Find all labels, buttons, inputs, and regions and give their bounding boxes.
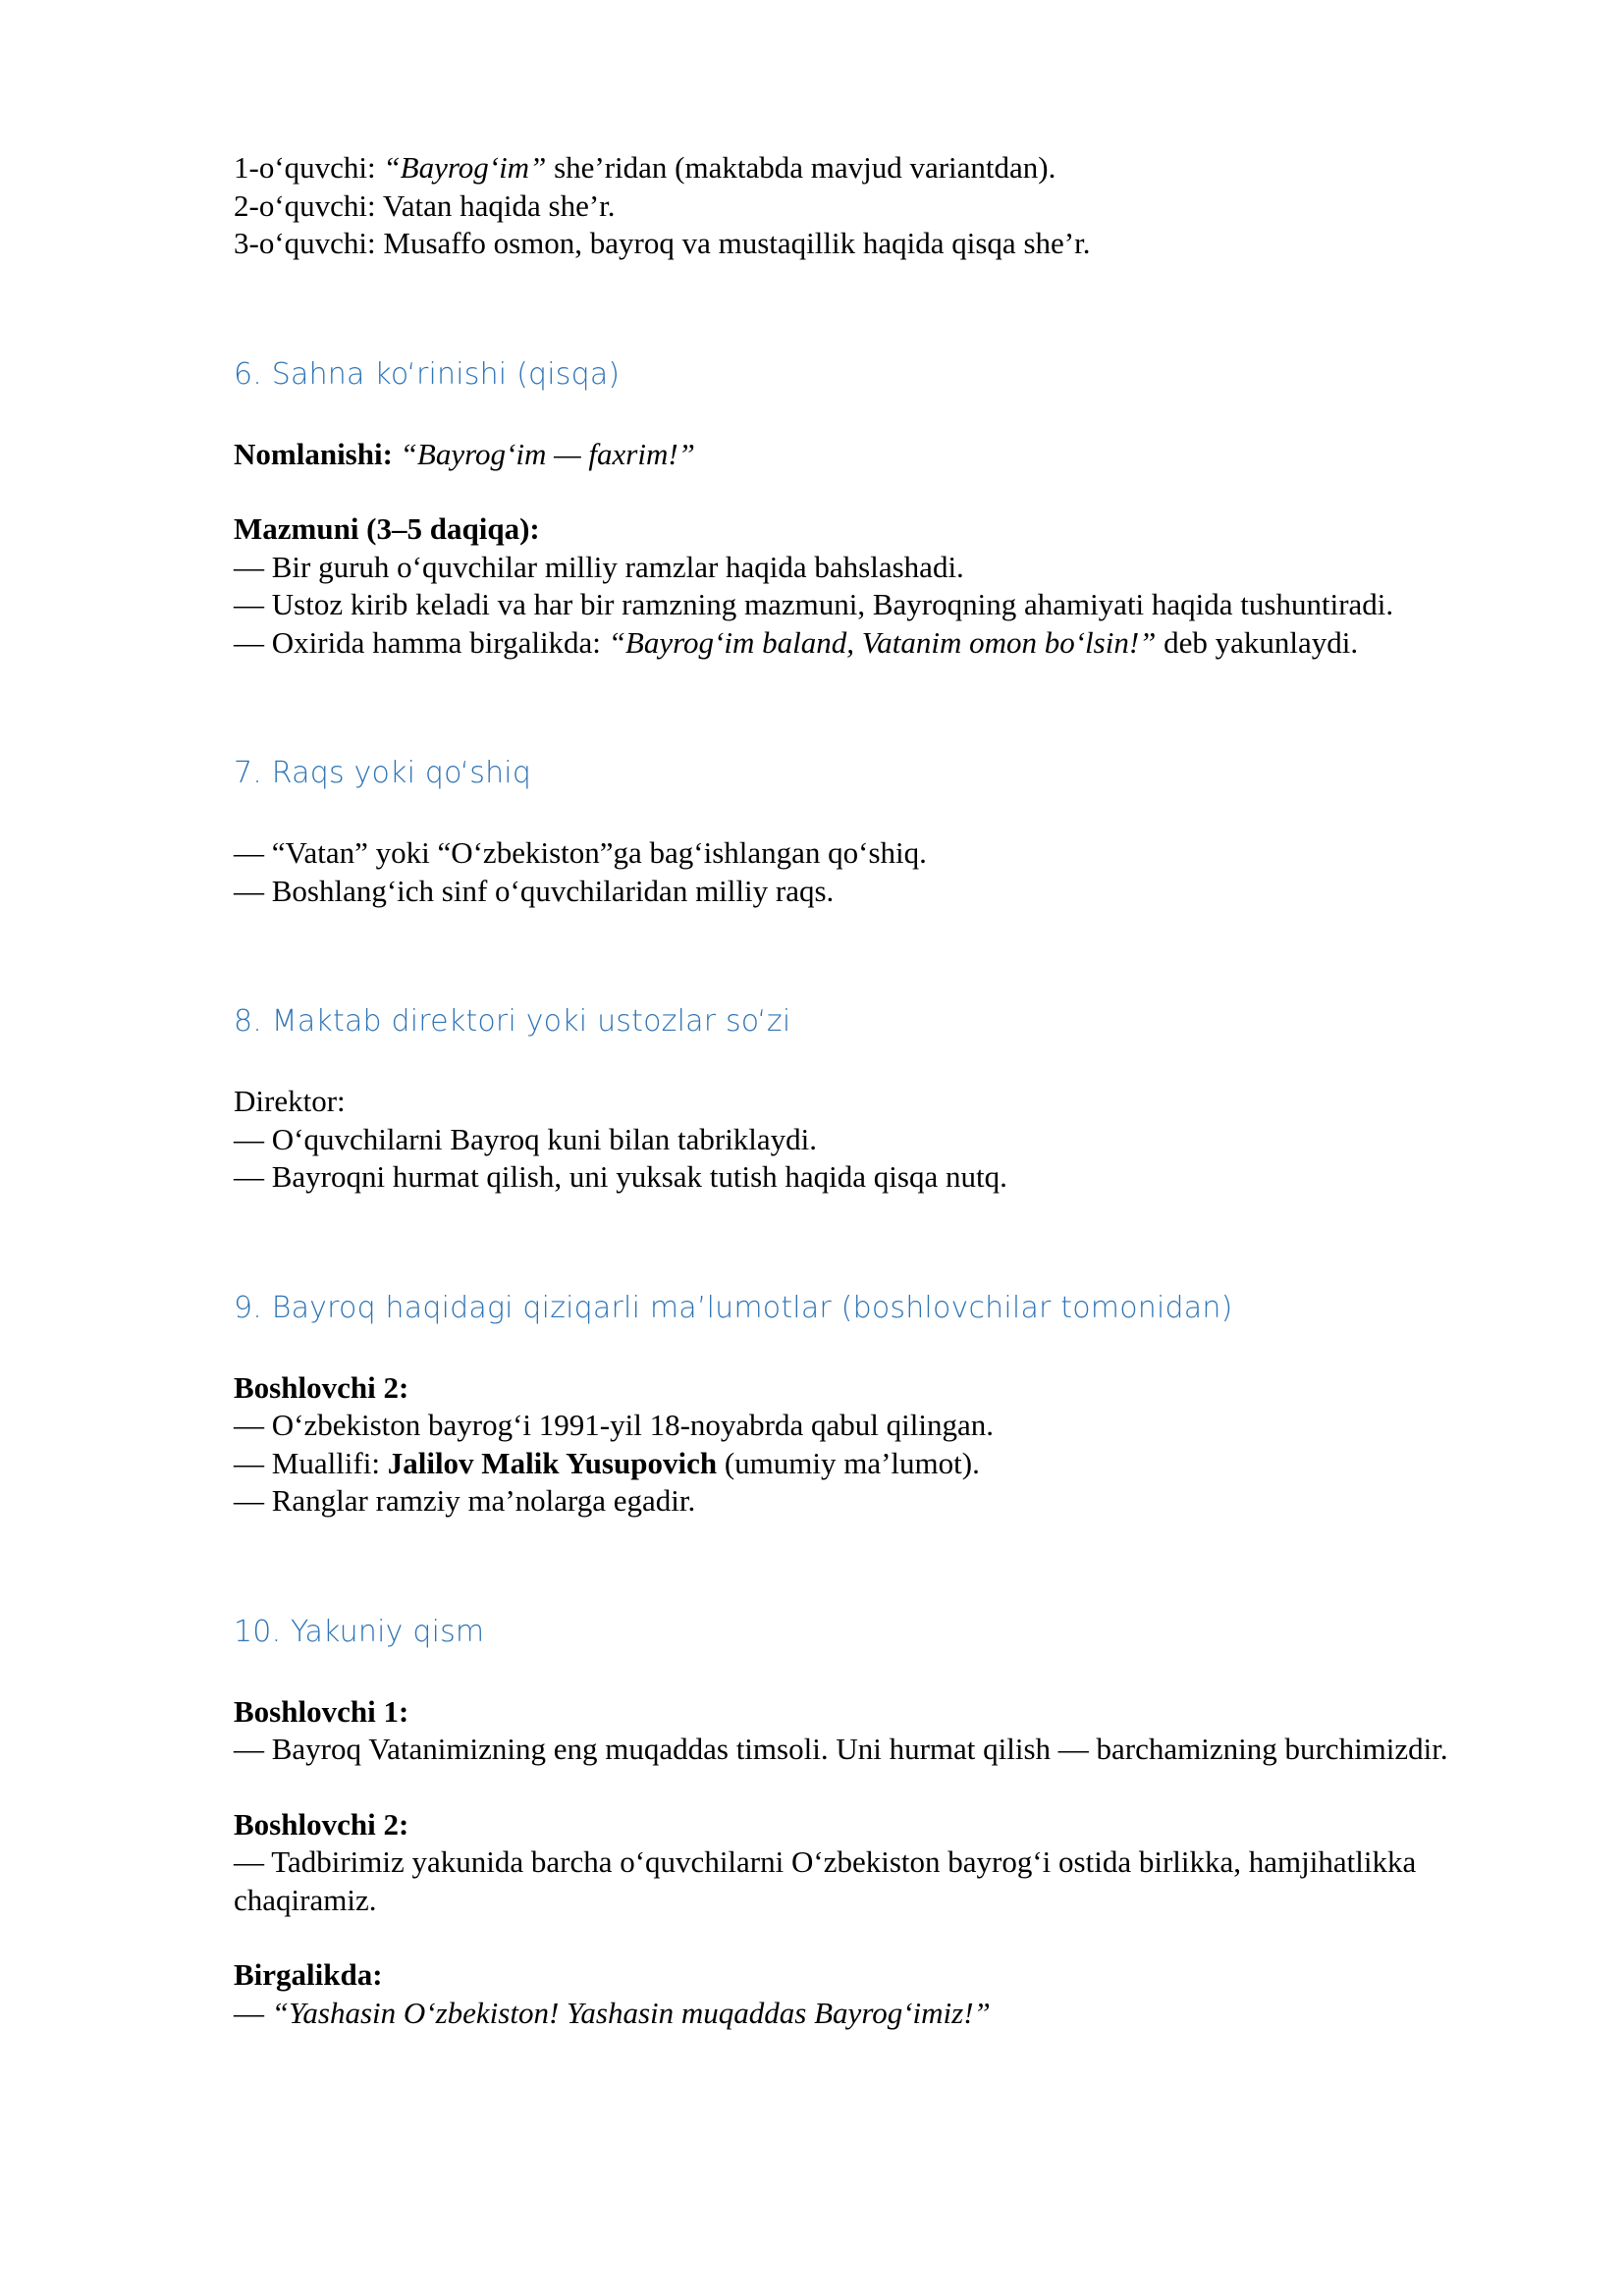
section-9-label: Boshlovchi 2: <box>234 1369 409 1405</box>
section-8-item-1: — O‘quvchilarni Bayroq kuni bilan tabriklaydi. <box>234 1121 818 1156</box>
section-9-item-2-prefix: — Muallifi: <box>234 1445 388 1480</box>
section-8-heading: 8. Maktab direktori yoki ustozlar so‘zi <box>234 1004 791 1039</box>
section-10-label-3: Birgalikda: <box>234 1957 383 1992</box>
section-6-item-3 <box>234 624 1549 663</box>
section-6-item-2: — Ustoz kirib keladi va har bir ramzning mazmuni, Bayroqning ahamiyati haqida tushuntiradi. <box>234 587 1394 621</box>
section-10-final-prefix: — <box>234 1995 272 2030</box>
section-6-title-value: “Bayrog‘im — faxrim!” <box>392 436 695 471</box>
section-8-item-2: — Bayroqni hurmat qilish, uni yuksak tutish haqida qisqa nutq. <box>234 1159 1007 1194</box>
section-10-label-2: Boshlovchi 2: <box>234 1806 409 1842</box>
section-9-item-1: — O‘zbekiston bayrog‘i 1991-yil 18-noyabrda qabul qilingan. <box>234 1408 994 1442</box>
intro-line-3: 3-o‘quvchi: Musaffo osmon, bayroq va mustaqillik haqida qisqa she’r. <box>234 226 1091 260</box>
section-9-item-3: — Ranglar ramziy ma’nolarga egadir. <box>234 1483 696 1518</box>
section-10-text-2: — Tadbirimiz yakunida barcha o‘quvchilarni O‘zbekiston bayrog‘i ostida birlikka, hamjihatlikka chaqiramiz. <box>234 1844 1417 1917</box>
section-6-item-3-quote: “Bayrog‘im baland, Vatanim omon bo‘lsin!” <box>608 624 1157 660</box>
section-8-label: Direktor: <box>234 1084 346 1118</box>
section-9-item-2 <box>234 1445 1549 1483</box>
intro-line-2: 2-o‘quvchi: Vatan haqida she’r. <box>234 187 616 223</box>
section-7-heading: 7. Raqs yoki qo‘shiq <box>234 756 532 790</box>
section-6-title-label: Nomlanishi: <box>234 436 393 471</box>
section-6-item-3-prefix: — Oxirida hamma birgalikda: <box>234 624 609 660</box>
section-7-item-1: — “Vatan” yoki “O‘zbekiston”ga bag‘ishlangan qo‘shiq. <box>234 835 927 870</box>
document-page <box>234 149 1549 2032</box>
intro-line-1-poem-title: “Bayrog‘im” <box>383 150 547 185</box>
section-6-title <box>234 436 1549 474</box>
section-6-content-label: Mazmuni (3–5 daqiqa): <box>234 511 540 546</box>
section-6-item-1: — Bir guruh o‘quvchilar milliy ramzlar haqida bahslashadi. <box>234 549 964 584</box>
intro-line-1-suffix: she’ridan (maktabda mavjud variantdan). <box>546 150 1056 185</box>
section-9-item-2-suffix: (umumiy ma’lumot). <box>717 1445 980 1480</box>
section-9-heading: 9. Bayroq haqidagi qiziqarli ma’lumotlar (boshlovchilar tomonidan) <box>234 1290 1233 1325</box>
intro-line-1 <box>234 149 1549 187</box>
section-10-heading: 10. Yakuniy qism <box>234 1614 485 1649</box>
section-9-author-name: Jalilov Malik Yusupovich <box>387 1445 718 1480</box>
section-6-item-3-suffix: deb yakunlaydi. <box>1156 624 1359 660</box>
section-10-label-1: Boshlovchi 1: <box>234 1693 409 1729</box>
intro-line-1-prefix: 1-o‘quvchi: <box>234 150 384 185</box>
section-6-heading: 6. Sahna ko‘rinishi (qisqa) <box>234 356 621 392</box>
section-10-final <box>234 1995 1549 2033</box>
section-10-final-quote: “Yashasin O‘zbekiston! Yashasin muqaddas Bayrog‘imiz!” <box>271 1995 991 2030</box>
section-7-item-2: — Boshlang‘ich sinf o‘quvchilaridan milliy raqs. <box>234 873 835 908</box>
section-10-text-1: — Bayroq Vatanimizning eng muqaddas timsoli. Uni hurmat qilish — barchamizning burchimizdir. <box>234 1732 1448 1766</box>
